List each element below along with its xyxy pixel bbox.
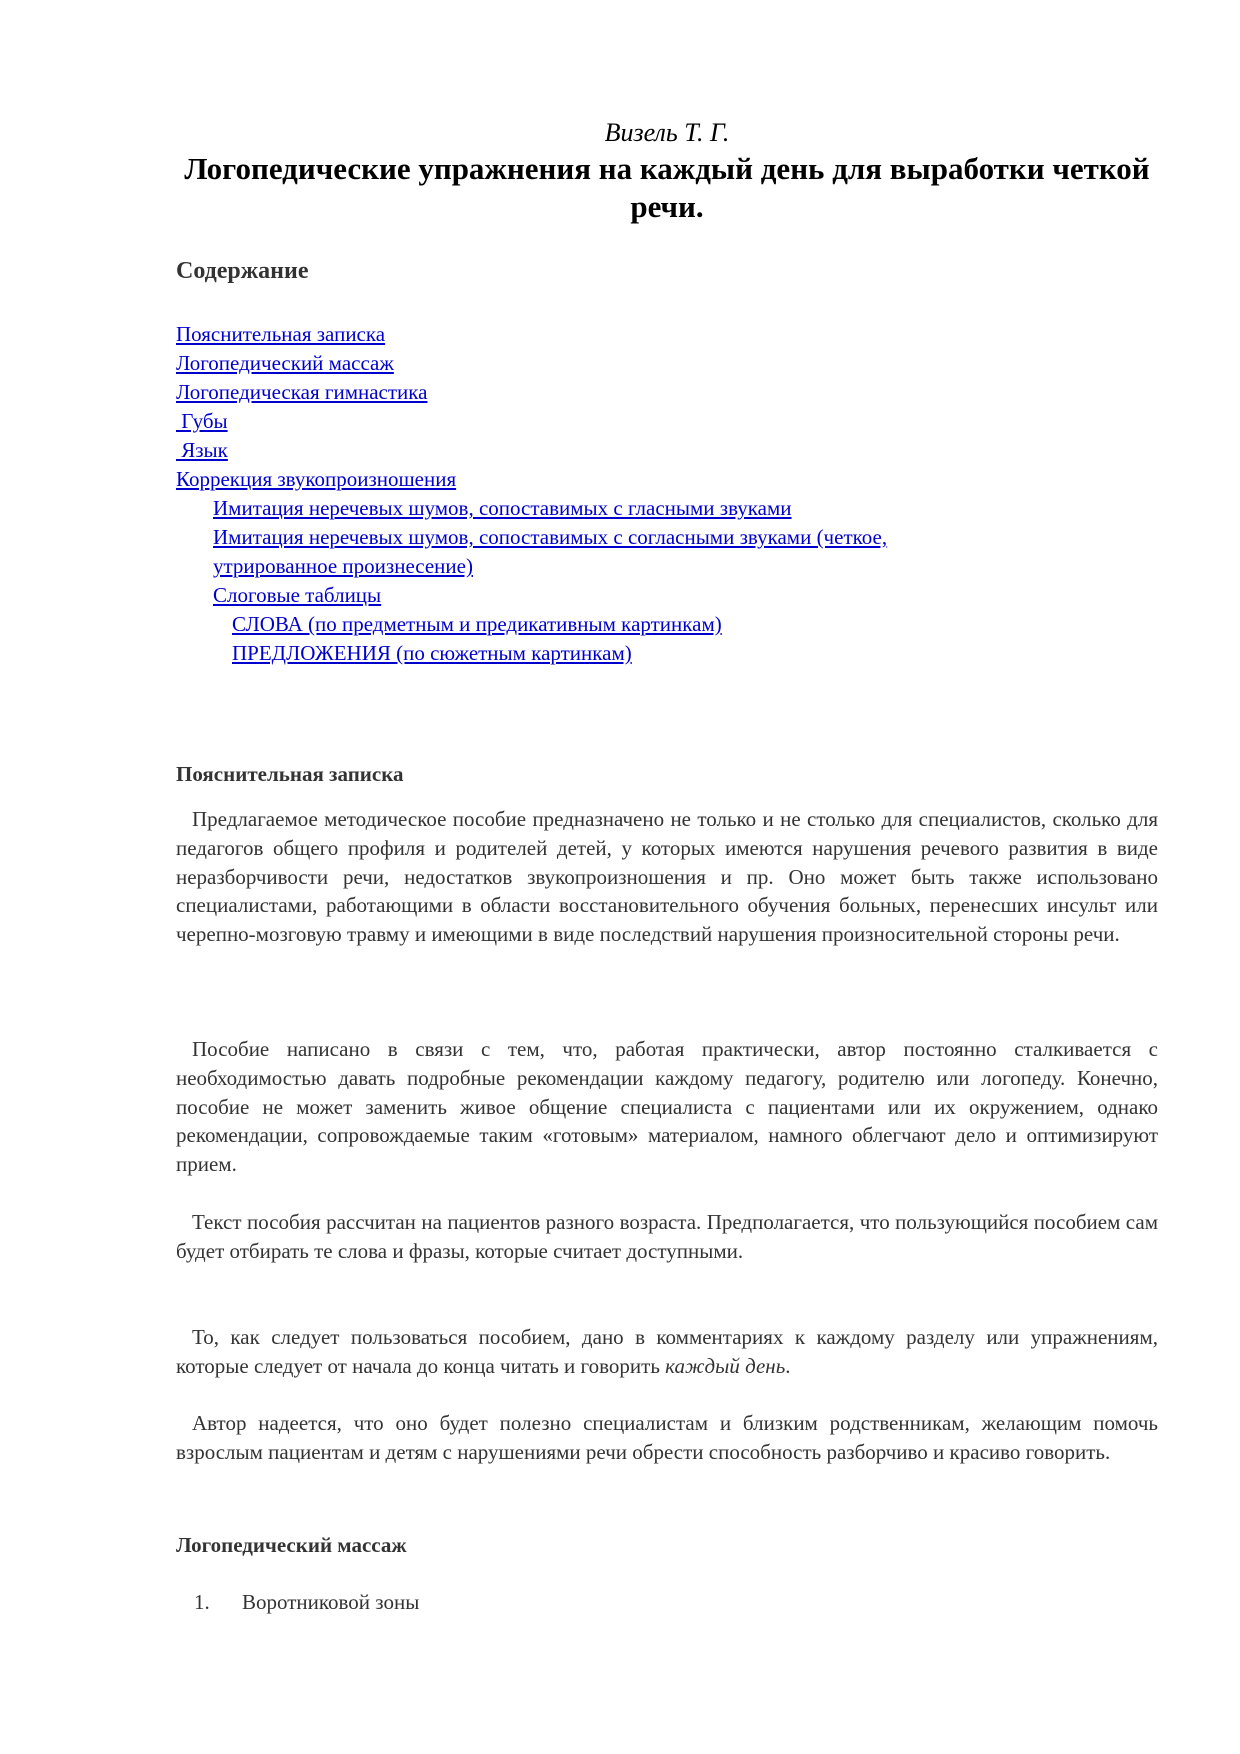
paragraph-4-emphasis: каждый день [665, 1353, 786, 1378]
toc-link-syllable-tables[interactable]: Слоговые таблицы [213, 583, 382, 607]
toc-link-words[interactable]: СЛОВА (по предметным и предикативным картинкам) [232, 612, 722, 636]
toc-heading: Содержание [176, 258, 309, 284]
toc-link-pronunciation-correction[interactable]: Коррекция звукопроизношения [176, 467, 457, 491]
toc-link-explanatory-note[interactable]: Пояснительная записка [176, 322, 386, 346]
paragraph-4-text: То, как следует пользоваться пособием, дано в комментариях к каждому разделу или упражнениям, которые следует от начала до конца читать и говорить [176, 1325, 1158, 1378]
paragraph-2: Пособие написано в связи с тем, что, работая практически, автор постоянно сталкивается с необходимостью давать подробные рекомендации каждому педагогу, родителю или логопеду. Конечно, пособие не может заменить живое общение специалиста с пациентами или их окружением, однако рекомендации, сопровождаемые таким «готовым» материалом, намного облегчают дело и оптимизируют прием. [176, 1037, 1158, 1177]
section-heading-massage: Логопедический массаж [176, 1533, 407, 1557]
table-of-contents [176, 320, 1158, 668]
toc-link-speech-massage[interactable]: Логопедический массаж [176, 351, 394, 375]
toc-link-speech-gymnastics[interactable]: Логопедическая гимнастика [176, 380, 428, 404]
list-item-label: Воротниковой зоны [242, 1590, 420, 1614]
list-item-number: 1. [194, 1590, 210, 1614]
toc-link-vowel-noise-imitation[interactable]: Имитация неречевых шумов, сопоставимых с гласными звуками [213, 496, 792, 520]
paragraph-4-end: . [785, 1353, 791, 1378]
paragraph-1: Предлагаемое методическое пособие предназначено не только и не столько для специалистов, сколько для педагогов общего профиля и родителей детей, у которых имеются нарушения речевого развития в виде неразборчивости речи, недостатков звукопроизношения и пр. Оно может быть также использовано специалистами, работающими в области восстановительного обучения больных, перенесших инсульт или черепно-мозговую травму и имеющими в виде последствий нарушения произносительной стороны речи. [176, 807, 1158, 947]
document-title: Логопедические упражнения на каждый день для выработки четкой речи. [184, 151, 1150, 224]
toc-link-tongue[interactable]: Язык [176, 438, 228, 462]
section-heading-explanatory: Пояснительная записка [176, 762, 404, 786]
paragraph-4 [176, 1323, 1158, 1381]
toc-link-sentences[interactable]: ПРЕДЛОЖЕНИЯ (по сюжетным картинкам) [232, 641, 632, 665]
toc-link-lips[interactable]: Губы [176, 409, 228, 433]
paragraph-5: Автор надеется, что оно будет полезно специалистам и близким родственникам, желающим помочь взрослым пациентам и детям с нарушениями речи обрести способность разборчиво и красиво говорить. [176, 1411, 1158, 1464]
list-item [194, 1590, 419, 1615]
author-line: Визель Т. Г. [604, 118, 730, 147]
toc-link-consonant-noise-imitation[interactable]: Имитация неречевых шумов, сопоставимых с согласными звуками (четкое, утрированное произнесение) [213, 525, 888, 578]
paragraph-3: Текст пособия рассчитан на пациентов разного возраста. Предполагается, что пользующийся пособием сам будет отбирать те слова и фразы, которые считает доступными. [176, 1210, 1158, 1263]
